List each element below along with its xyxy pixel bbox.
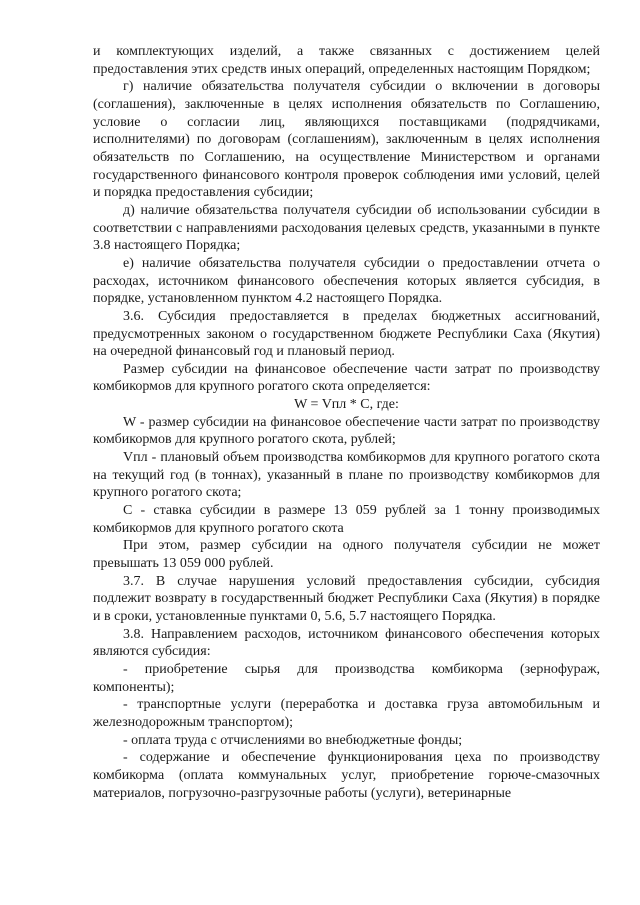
paragraph-subsidy-size: Размер субсидии на финансовое обеспечение части затрат по производству комбикормов для крупного рогатого скота определяется: <box>93 361 600 395</box>
paragraph-3-6: 3.6. Субсидия предоставляется в пределах бюджетных ассигнований, предусмотренных законом о государственном бюджете Республики Саха (Якутия) на очередной финансовый год и плановый период. <box>93 308 600 360</box>
formula: W = Vпл * С, где: <box>294 397 399 413</box>
paragraph-item-d: д) наличие обязательства получателя субсидии об использовании субсидии в соответствии с направлениями расходования целевых средств, указанными в пункте 3.8 настоящего Порядка; <box>93 202 600 254</box>
paragraph-item-g: г) наличие обязательства получателя субсидии о включении в договоры (соглашения), заключенные в целях исполнения обязательств по Соглашению, условие о согласии лиц, являющихся поставщиками (подрядчиками, исполнителями) по договорам (соглашениям), заключенным в целях исполнения обязательств по Соглашению, на осуществление Министерством и органами государственного финансового контроля проверок соблюдения ими условий, целей и порядка предоставления субсидии; <box>93 79 600 201</box>
paragraph-max-subsidy: При этом, размер субсидии на одного получателя субсидии не может превышать 13 059 000 рублей. <box>93 538 600 572</box>
paragraph-item-e: е) наличие обязательства получателя субсидии о предоставлении отчета о расходах, источником финансового обеспечения которых является субсидия, в порядке, установленном пунктом 4.2 настоящего Порядка. <box>93 255 600 307</box>
document-page <box>93 43 600 802</box>
paragraph-vpl-definition: Vпл - плановый объем производства комбикормов для крупного рогатого скота на текущий год (в тоннах), указанный в плане по производству комбикормов для крупного рогатого скота; <box>93 450 600 501</box>
list-item-raw-materials: - приобретение сырья для производства комбикорма (зернофураж, компоненты); <box>93 661 600 695</box>
list-item-maintenance: - содержание и обеспечение функционирования цеха по производству комбикорма (оплата коммунальных услуг, приобретение горюче-смазочных материалов, погрузочно-разгрузочные работы (услуги), ветеринарные <box>93 750 600 801</box>
paragraph-3-7: 3.7. В случае нарушения условий предоставления субсидии, субсидия подлежит возврату в государственный бюджет Республики Саха (Якутия) в порядке и в сроки, установленные пунктами 0, 5.6, 5.7 настоящего Порядка. <box>93 573 600 624</box>
paragraph-w-definition: W - размер субсидии на финансовое обеспечение части затрат по производству комбикормов для крупного рогатого скота, рублей; <box>93 414 600 448</box>
list-item-labor: - оплата труда с отчислениями во внебюджетные фонды; <box>123 732 463 748</box>
paragraph-continuation: и комплектующих изделий, а также связанных с достижением целей предоставления этих средств иных операций, определенных настоящим Порядком; <box>93 44 600 77</box>
paragraph-3-8: 3.8. Направлением расходов, источником финансового обеспечения которых являются субсидия: <box>93 626 600 660</box>
paragraph-c-definition: С - ставка субсидии в размере 13 059 рублей за 1 тонну производимых комбикормов для крупного рогатого скота <box>93 503 600 536</box>
list-item-transport: - транспортные услуги (переработка и доставка груза автомобильным и железнодорожным транспортом); <box>93 697 600 730</box>
